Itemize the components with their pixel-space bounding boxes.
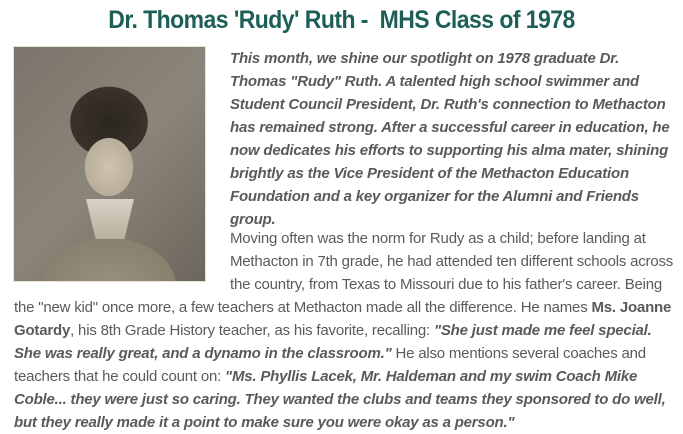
- teacher-name: Ms. Joanne Gotardy: [14, 299, 672, 339]
- body-text-2: , his 8th Grade History teacher, as his favorite, recalling:: [70, 322, 434, 339]
- body-paragraph: [14, 227, 676, 434]
- photo-wrap-spacer: [14, 227, 230, 296]
- intro-paragraph: This month, we shine our spotlight on 1978 graduate Dr. Thomas "Rudy" Ruth. A talented high school swimmer and Student Council President, Dr. Ruth's connection to Methacton has remained strong. After a successful career in education, he now dedicates his efforts to supporting his alma mater, shining brightly as the Vice President of the Methacton Education Foundation and a key organizer for the Alumni and Friends group.: [230, 50, 670, 228]
- body-text-3: He also mentions several coaches and teachers that he could count on:: [14, 345, 646, 385]
- quote-coaches: "Ms. Phyllis Lacek, Mr. Haldeman and my swim Coach Mike Coble... they were just so caring. They wanted the clubs and teams they sponsored to do well, but they really made it a point to make sure you were okay as a person.": [14, 368, 666, 431]
- body-text-1: Moving often was the norm for Rudy as a child; before landing at Methacton in 7th grade, he had attended ten different schools across the country, from Texas to Missouri due to his father's career. Being the "new kid" once more, a few teachers at Methacton made all the difference. He names: [14, 230, 674, 316]
- quote-gotardy: "She just made me feel special. She was really great, and a dynamo in the classroom.": [14, 322, 652, 362]
- page-title: Dr. Thomas 'Rudy' Ruth - MHS Class of 1978: [108, 6, 575, 34]
